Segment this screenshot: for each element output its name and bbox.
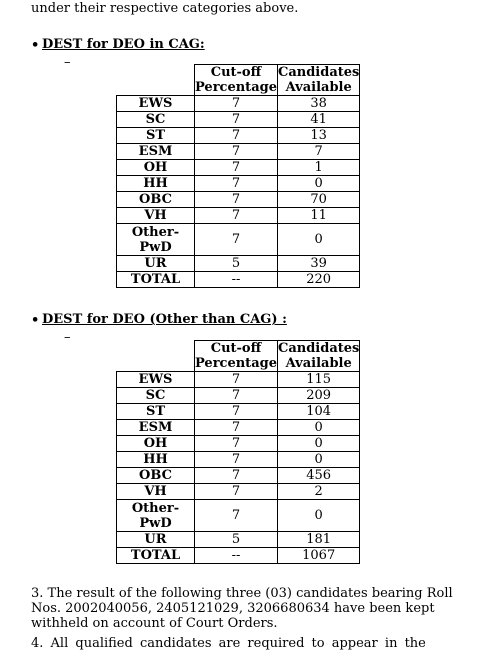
table-row xyxy=(117,112,360,128)
available-cell: 456 xyxy=(278,468,360,484)
category-cell: ST xyxy=(117,128,195,144)
category-cell: EWS xyxy=(117,96,195,112)
table-row xyxy=(117,436,360,452)
para4-line1: 4. All qualified candidates are required to appear in the xyxy=(31,636,426,651)
available-cell: 115 xyxy=(278,372,360,388)
section1-dash: – xyxy=(64,55,71,70)
category-cell: TOTAL xyxy=(117,272,195,288)
cutoff-cell: 7 xyxy=(195,224,278,256)
cutoff-cell: 7 xyxy=(195,144,278,160)
category-cell: VH xyxy=(117,208,195,224)
cutoff-cell: 5 xyxy=(195,532,278,548)
available-cell: 0 xyxy=(278,224,360,256)
available-cell: 38 xyxy=(278,96,360,112)
category-cell: ESM xyxy=(117,144,195,160)
cutoff-cell: 7 xyxy=(195,128,278,144)
cutoff-cell: 7 xyxy=(195,96,278,112)
table-row xyxy=(117,176,360,192)
category-line1: Other- xyxy=(131,224,180,240)
table-row xyxy=(117,144,360,160)
available-cell: 181 xyxy=(278,532,360,548)
category-cell: HH xyxy=(117,176,195,192)
category-cell: OBC xyxy=(117,192,195,208)
cutoff-cell: 7 xyxy=(195,208,278,224)
header-cutoff xyxy=(195,341,278,372)
category-cell: HH xyxy=(117,452,195,468)
table-row xyxy=(117,256,360,272)
category-cell: SC xyxy=(117,388,195,404)
category-cell: OBC xyxy=(117,468,195,484)
category-line2: PwD xyxy=(139,239,172,255)
table-row xyxy=(117,96,360,112)
cutoff-cell: 7 xyxy=(195,436,278,452)
available-cell: 39 xyxy=(278,256,360,272)
category-cell xyxy=(117,224,195,256)
available-cell: 0 xyxy=(278,500,360,532)
cutoff-cell: 7 xyxy=(195,452,278,468)
section1-bullet: • xyxy=(31,38,40,53)
available-cell: 104 xyxy=(278,404,360,420)
available-cell: 1 xyxy=(278,160,360,176)
cutoff-cell: -- xyxy=(195,548,278,564)
cutoff-cell: 7 xyxy=(195,388,278,404)
table-row xyxy=(117,224,360,256)
table-row xyxy=(117,128,360,144)
cutoff-cell: 5 xyxy=(195,256,278,272)
cutoff-cell: -- xyxy=(195,272,278,288)
available-cell: 209 xyxy=(278,388,360,404)
cutoff-cell: 7 xyxy=(195,468,278,484)
para3-line1: 3. The result of the following three (03) candidates bearing Roll xyxy=(31,586,453,601)
category-cell: OH xyxy=(117,436,195,452)
cutoff-cell: 7 xyxy=(195,192,278,208)
cutoff-cell: 7 xyxy=(195,484,278,500)
header-empty-cell xyxy=(117,341,195,372)
available-cell: 7 xyxy=(278,144,360,160)
header-cutoff-line1: Cut-off xyxy=(210,341,262,356)
section2-heading: DEST for DEO (Other than CAG) : xyxy=(42,312,287,327)
cutoff-cell: 7 xyxy=(195,176,278,192)
section1-heading: DEST for DEO in CAG: xyxy=(42,37,205,52)
table-row xyxy=(117,452,360,468)
table-row xyxy=(117,160,360,176)
dest-other-table xyxy=(116,340,360,564)
para3-line2: Nos. 2002040056, 2405121029, 3206680634 have been kept xyxy=(31,601,435,616)
available-cell: 220 xyxy=(278,272,360,288)
table-row xyxy=(117,468,360,484)
available-cell: 0 xyxy=(278,436,360,452)
cutoff-cell: 7 xyxy=(195,420,278,436)
header-cutoff xyxy=(195,65,278,96)
category-cell: OH xyxy=(117,160,195,176)
category-cell: UR xyxy=(117,256,195,272)
header-cutoff-line2: Percentage xyxy=(195,80,277,95)
available-cell: 0 xyxy=(278,176,360,192)
section2-bullet: • xyxy=(31,313,40,328)
table-row xyxy=(117,420,360,436)
category-cell: VH xyxy=(117,484,195,500)
table-row xyxy=(117,532,360,548)
available-cell: 41 xyxy=(278,112,360,128)
cutoff-cell: 7 xyxy=(195,404,278,420)
table-row xyxy=(117,548,360,564)
table-row xyxy=(117,484,360,500)
table-row xyxy=(117,404,360,420)
header-cutoff-line1: Cut-off xyxy=(210,65,262,80)
available-cell: 13 xyxy=(278,128,360,144)
cutoff-cell: 7 xyxy=(195,112,278,128)
category-cell xyxy=(117,500,195,532)
header-empty-cell xyxy=(117,65,195,96)
available-cell: 0 xyxy=(278,452,360,468)
category-cell: ESM xyxy=(117,420,195,436)
table-header-row xyxy=(117,65,360,96)
category-line1: Other- xyxy=(131,500,180,516)
header-candidates xyxy=(278,341,360,372)
para3-line3: withheld on account of Court Orders. xyxy=(31,616,278,631)
header-cutoff-line2: Percentage xyxy=(195,356,277,371)
category-cell: TOTAL xyxy=(117,548,195,564)
header-candidates xyxy=(278,65,360,96)
section2-dash: – xyxy=(64,330,71,345)
available-cell: 11 xyxy=(278,208,360,224)
category-cell: EWS xyxy=(117,372,195,388)
header-candidates-line1: Candidates xyxy=(278,341,360,356)
available-cell: 2 xyxy=(278,484,360,500)
table-row xyxy=(117,192,360,208)
cutoff-cell: 7 xyxy=(195,500,278,532)
cutoff-cell: 7 xyxy=(195,160,278,176)
header-candidates-line2: Available xyxy=(285,80,352,95)
category-cell: UR xyxy=(117,532,195,548)
available-cell: 0 xyxy=(278,420,360,436)
dest-cag-table xyxy=(116,64,360,288)
table-row xyxy=(117,208,360,224)
table-row xyxy=(117,500,360,532)
available-cell: 70 xyxy=(278,192,360,208)
category-cell: SC xyxy=(117,112,195,128)
intro-text: under their respective categories above. xyxy=(31,1,299,16)
table-row xyxy=(117,272,360,288)
table-row xyxy=(117,372,360,388)
header-candidates-line2: Available xyxy=(285,356,352,371)
cutoff-cell: 7 xyxy=(195,372,278,388)
table-row xyxy=(117,388,360,404)
category-cell: ST xyxy=(117,404,195,420)
table-header-row xyxy=(117,341,360,372)
available-cell: 1067 xyxy=(278,548,360,564)
header-candidates-line1: Candidates xyxy=(278,65,360,80)
category-line2: PwD xyxy=(139,515,172,531)
